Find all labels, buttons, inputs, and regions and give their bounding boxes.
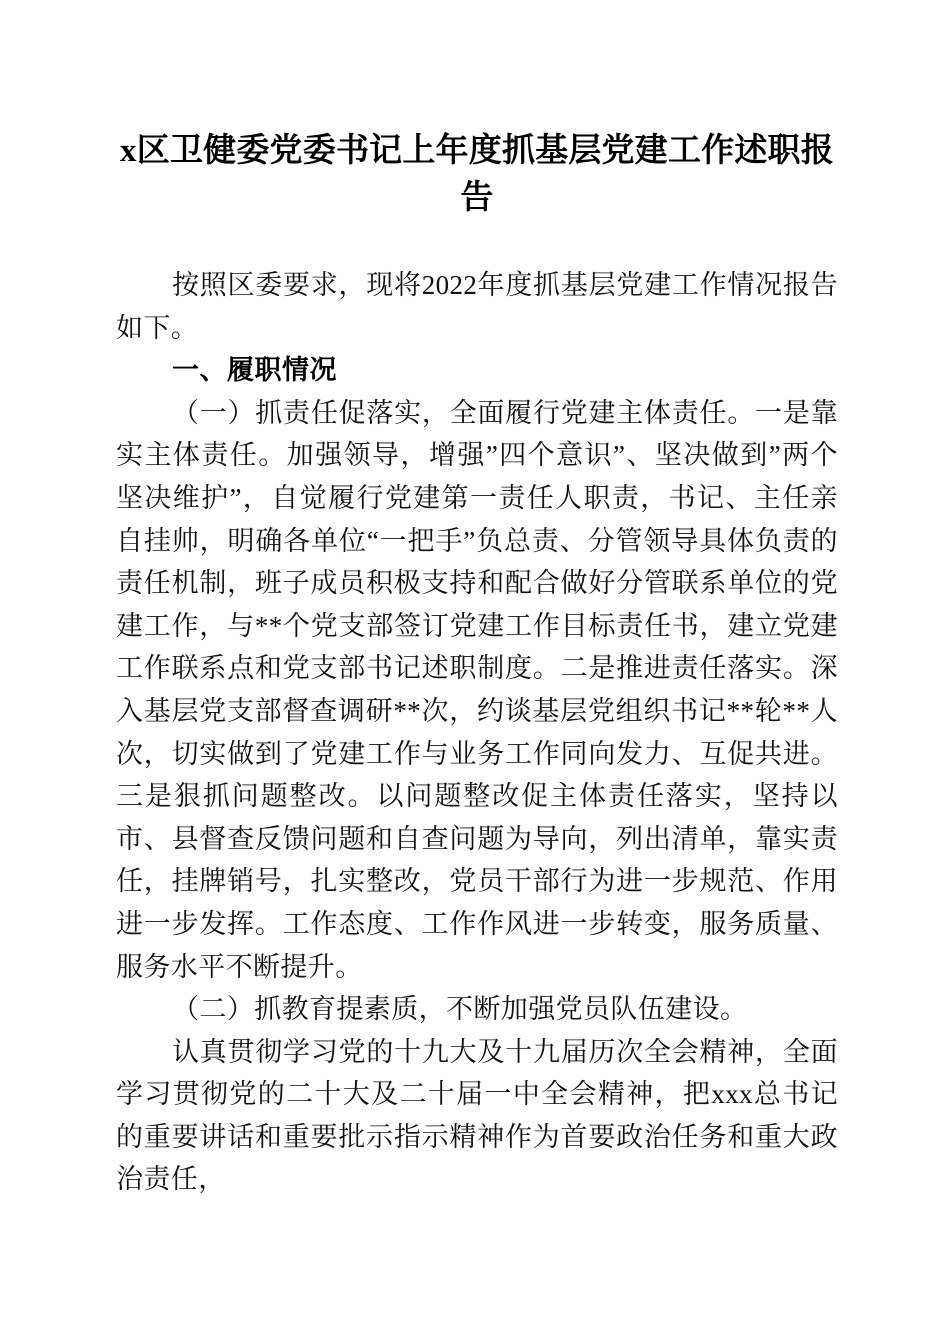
page-title: x区卫健委党委书记上年度抓基层党建工作述职报告 [120, 133, 834, 216]
page-content [116, 0, 838, 1201]
section-heading-1: 一、履职情况 [172, 355, 337, 386]
paragraph-intro: 按照区委要求，现将2022年度抓基层党建工作情况报告如下。 [116, 270, 838, 343]
paragraph-section-1-2-title: （二）抓教育提素质，不断加强党员队伍建设。 [172, 994, 748, 1025]
paragraph-section-1-1: （一）抓责任促落实，全面履行党建主体责任。一是靠实主体责任。加强领导，增强”四个意识”、坚决做到”两个坚决维护”，自觉履行党建第一责任人职责，书记、主任亲自挂帅，明确各单位“一把手”负总责、分管领导具体负责的责任机制，班子成员积极支持和配合做好分管联系单位的党建工作，与**个党支部签订党建工作目标责任书，建立党建工作联系点和党支部书记述职制度。二是推进责任落实。深入基层党支部督查调研**次，约谈基层党组织书记**轮**人次，切实做到了党建工作与业务工作同向发力、互促共进。三是狠抓问题整改。以问题整改促主体责任落实，坚持以市、县督查反馈问题和自查问题为导向，列出清单，靠实责任，挂牌销号，扎实整改，党员干部行为进一步规范、作用进一步发挥。工作态度、工作作风进一步转变，服务质量、服务水平不断提升。 [116, 397, 838, 982]
paragraph-section-1-2-body: 认真贯彻学习党的十九大及十九届历次全会精神，全面学习贯彻党的二十大及二十届一中全会精神，把xxx总书记的重要讲话和重要批示指示精神作为首要政治任务和重大政治责任， [116, 1036, 838, 1195]
document-body [116, 264, 838, 1201]
